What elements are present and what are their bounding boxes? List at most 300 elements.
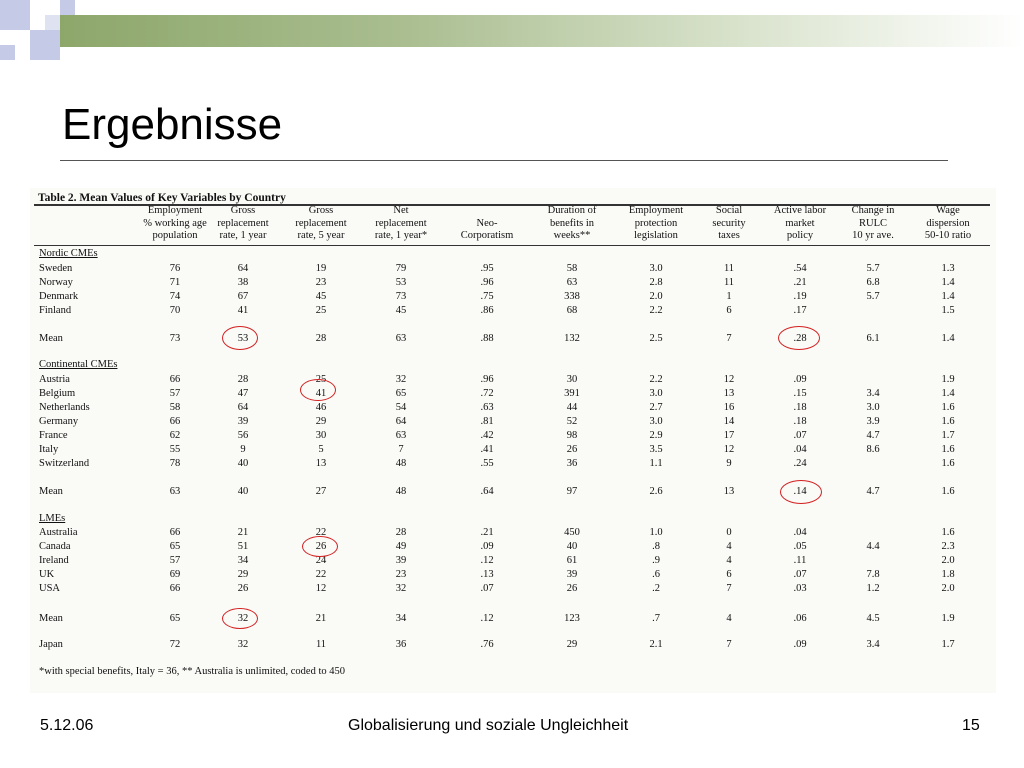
corner-square-5 <box>45 15 60 30</box>
column-header-line: weeks** <box>553 230 591 241</box>
table-cell: 1.4 <box>941 277 955 288</box>
table-row <box>30 388 996 402</box>
table-cell: 40 <box>566 541 578 552</box>
table-cell: 52 <box>566 416 578 427</box>
table-cell: 1.5 <box>941 305 955 316</box>
table-cell: 1 <box>726 291 732 302</box>
country-name: Switzerland <box>39 458 90 469</box>
table-row <box>30 458 996 472</box>
table-cell: 39 <box>395 555 407 566</box>
table-cell: 63 <box>169 486 181 497</box>
table-cell: 11 <box>315 639 327 650</box>
table-cell: 69 <box>169 569 181 580</box>
country-name: Sweden <box>39 263 73 274</box>
table-row <box>30 486 996 500</box>
column-header-line: rate, 1 year* <box>374 230 428 241</box>
table-cell: 40 <box>237 458 249 469</box>
table-cell: 3.0 <box>649 388 663 399</box>
table-cell: 66 <box>169 583 181 594</box>
table-cell: 13 <box>723 388 735 399</box>
table-cell: 63 <box>395 333 407 344</box>
highlight-circle-nordic-gross1 <box>222 326 258 350</box>
table-cell: 5.7 <box>866 263 880 274</box>
table-cell: 25 <box>315 374 327 385</box>
country-name: Mean <box>39 613 63 624</box>
table-cell: 3.0 <box>649 416 663 427</box>
table-cell: 1.1 <box>649 458 663 469</box>
table-cell: 41 <box>315 388 327 399</box>
slide-title: Ergebnisse <box>62 100 283 149</box>
table-cell: 1.3 <box>941 263 955 274</box>
table-cell: 24 <box>315 555 327 566</box>
table-cell: 9 <box>240 444 246 455</box>
table-cell: 57 <box>169 388 181 399</box>
table-cell: .96 <box>480 374 494 385</box>
table-cell: .2 <box>652 583 660 594</box>
table-cell: .6 <box>652 569 660 580</box>
country-name: Netherlands <box>39 402 90 413</box>
country-name: UK <box>39 569 55 580</box>
table-cell: 132 <box>564 333 580 344</box>
table-cell: 391 <box>564 388 580 399</box>
table-cell: .12 <box>480 555 494 566</box>
table-cell: 64 <box>237 263 249 274</box>
corner-square-3 <box>60 0 75 15</box>
table-cell: 7 <box>726 333 732 344</box>
table-cell: .19 <box>793 291 807 302</box>
table-cell: 7 <box>726 639 732 650</box>
table-cell: 49 <box>395 541 407 552</box>
table-cell: 1.6 <box>941 444 955 455</box>
column-header <box>442 205 532 243</box>
table-cell: 2.0 <box>941 583 955 594</box>
footer-page-number: 15 <box>962 717 980 734</box>
country-name: Japan <box>39 639 63 650</box>
table-cell: 11 <box>723 263 735 274</box>
column-header-line: 10 yr ave. <box>852 230 894 241</box>
country-name: Denmark <box>39 291 79 302</box>
table-cell: 51 <box>237 541 249 552</box>
table-cell: .76 <box>480 639 494 650</box>
table-cell: 48 <box>395 486 407 497</box>
table-cell: 21 <box>315 613 327 624</box>
table-cell: 73 <box>395 291 407 302</box>
country-name: Mean <box>39 333 63 344</box>
table-cell: 56 <box>237 430 249 441</box>
table-cell: 22 <box>315 527 327 538</box>
table-cell: 12 <box>315 583 327 594</box>
table-cell: .8 <box>652 541 660 552</box>
table-cell: .04 <box>793 444 807 455</box>
column-header-line: policy <box>786 230 814 241</box>
column-header-line: Social <box>715 205 743 216</box>
table-row <box>30 416 996 430</box>
table-cell: 450 <box>564 527 580 538</box>
table-cell: 72 <box>169 639 181 650</box>
column-header-line: Gross <box>230 205 256 216</box>
table-cell: 34 <box>237 555 249 566</box>
table-cell: .06 <box>793 613 807 624</box>
table-footnote: *with special benefits, Italy = 36, ** Australia is unlimited, coded to 450 <box>39 666 345 677</box>
country-name: USA <box>39 583 61 594</box>
table-cell: 2.7 <box>649 402 663 413</box>
table-cell: 66 <box>169 527 181 538</box>
column-header-line: replacement <box>375 217 427 229</box>
table-cell: 2.6 <box>649 486 663 497</box>
column-header-line: % working age <box>143 217 207 229</box>
table-cell: .72 <box>480 388 494 399</box>
column-header-line: dispersion <box>926 217 970 229</box>
table-row <box>30 555 996 569</box>
table-row <box>30 639 996 653</box>
table-cell: 3.4 <box>866 388 880 399</box>
table-cell: 5 <box>318 444 324 455</box>
column-header <box>356 205 446 243</box>
table-cell: 2.8 <box>649 277 663 288</box>
table-row <box>30 305 996 319</box>
table-cell: 66 <box>169 374 181 385</box>
table-cell: 45 <box>315 291 327 302</box>
table-row <box>30 277 996 291</box>
table-row <box>30 291 996 305</box>
section-continental: Continental CMEs <box>39 359 118 370</box>
table-cell: 17 <box>723 430 735 441</box>
table-cell: 6.1 <box>866 333 880 344</box>
column-header-line: Wage <box>936 205 960 216</box>
table-cell: 338 <box>564 291 580 302</box>
country-name: Canada <box>39 541 71 552</box>
column-header-line: security <box>712 217 746 229</box>
table-cell: 4.7 <box>866 430 880 441</box>
table-cell: .09 <box>793 374 807 385</box>
table-cell: .18 <box>793 416 807 427</box>
table-cell: 2.1 <box>649 639 663 650</box>
table-cell: 5.7 <box>866 291 880 302</box>
table-cell: .17 <box>793 305 807 316</box>
table-cell: 1.9 <box>941 374 955 385</box>
table-cell: 4.4 <box>866 541 880 552</box>
table-cell: 0 <box>726 527 732 538</box>
table-cell: 23 <box>315 277 327 288</box>
table-cell: 98 <box>566 430 578 441</box>
table-cell: 1.6 <box>941 416 955 427</box>
column-header-line: 50-10 ratio <box>924 230 972 241</box>
table-cell: 58 <box>169 402 181 413</box>
table-cell: 53 <box>395 277 407 288</box>
column-header-line: Employment <box>628 205 684 216</box>
table-cell: 1.4 <box>941 291 955 302</box>
table-cell: 54 <box>395 402 407 413</box>
table-cell: 6.8 <box>866 277 880 288</box>
table-cell: 22 <box>315 569 327 580</box>
column-header-line: benefits in <box>549 217 595 229</box>
footer-date: 5.12.06 <box>40 717 94 734</box>
table-row <box>30 527 996 541</box>
table-cell: 68 <box>566 305 578 316</box>
table-cell: 13 <box>723 486 735 497</box>
table-cell: 40 <box>237 486 249 497</box>
table-cell: .07 <box>793 569 807 580</box>
table-cell: .12 <box>480 613 494 624</box>
table-cell: 26 <box>566 583 578 594</box>
table-cell: 34 <box>395 613 407 624</box>
table-cell: 44 <box>566 402 578 413</box>
table-cell: 29 <box>566 639 578 650</box>
country-name: Austria <box>39 374 70 385</box>
table-row <box>30 402 996 416</box>
table-cell: .42 <box>480 430 494 441</box>
country-name: Finland <box>39 305 72 316</box>
table-cell: 36 <box>395 639 407 650</box>
table-cell: 7 <box>726 583 732 594</box>
table-cell: 28 <box>315 333 327 344</box>
corner-square-4 <box>0 45 15 60</box>
column-header-line: Gross <box>308 205 334 216</box>
table-cell: 7.8 <box>866 569 880 580</box>
column-header-line: market <box>785 217 815 229</box>
table-cell: 79 <box>395 263 407 274</box>
column-header-line: replacement <box>217 217 269 229</box>
table-cell: 32 <box>237 639 249 650</box>
table-cell: 76 <box>169 263 181 274</box>
table-cell: .09 <box>480 541 494 552</box>
table-cell: 1.6 <box>941 458 955 469</box>
table-cell: 1.4 <box>941 333 955 344</box>
table-cell: 26 <box>566 444 578 455</box>
table-cell: .75 <box>480 291 494 302</box>
table-cell: .81 <box>480 416 494 427</box>
table-cell: 58 <box>566 263 578 274</box>
table-cell: 30 <box>566 374 578 385</box>
table-cell: .54 <box>793 263 807 274</box>
table-cell: 1.2 <box>866 583 880 594</box>
table-cell: 12 <box>723 374 735 385</box>
table-cell: 9 <box>726 458 732 469</box>
table-cell: 4.7 <box>866 486 880 497</box>
table-cell: .21 <box>480 527 494 538</box>
column-header-line: legislation <box>634 230 678 241</box>
table-cell: 64 <box>395 416 407 427</box>
table-cell: 7 <box>398 444 404 455</box>
table-cell: 32 <box>395 583 407 594</box>
column-header <box>276 205 366 243</box>
table-cell: 1.8 <box>941 569 955 580</box>
table-cell: .21 <box>793 277 807 288</box>
table-row <box>30 444 996 458</box>
table-cell: 66 <box>169 416 181 427</box>
table-cell: 25 <box>315 305 327 316</box>
column-header-line: rate, 1 year <box>219 230 267 241</box>
table-row <box>30 333 996 347</box>
highlight-circle-lme-gross1 <box>222 608 258 629</box>
corner-square-1 <box>0 0 30 30</box>
table-cell: .03 <box>793 583 807 594</box>
country-name: Belgium <box>39 388 76 399</box>
table-cell: 27 <box>315 486 327 497</box>
table-cell: 4.5 <box>866 613 880 624</box>
column-header-line: rate, 5 year <box>297 230 345 241</box>
table-row <box>30 569 996 583</box>
column-header-line: Duration of <box>547 205 597 216</box>
table-cell: .14 <box>793 486 807 497</box>
table-cell: 2.0 <box>649 291 663 302</box>
table-cell: .13 <box>480 569 494 580</box>
table-cell: 41 <box>237 305 249 316</box>
table-cell: 65 <box>395 388 407 399</box>
country-name: Germany <box>39 416 79 427</box>
table-cell: 61 <box>566 555 578 566</box>
table-cell: 4 <box>726 613 732 624</box>
table-cell: .28 <box>793 333 807 344</box>
table-row <box>30 374 996 388</box>
table-cell: 63 <box>395 430 407 441</box>
table-cell: 26 <box>315 541 327 552</box>
table-cell: 1.6 <box>941 486 955 497</box>
table-cell: 32 <box>237 613 249 624</box>
table-cell: 1.7 <box>941 639 955 650</box>
table-cell: 39 <box>237 416 249 427</box>
title-divider <box>60 160 948 161</box>
column-header-line <box>442 205 532 218</box>
highlight-circle-belgium-gross5 <box>300 379 336 401</box>
corner-square-2 <box>30 30 60 60</box>
table-cell: .07 <box>793 430 807 441</box>
table-cell: 3.4 <box>866 639 880 650</box>
highlight-circle-nordic-almp <box>778 326 820 350</box>
table-cell: .05 <box>793 541 807 552</box>
table-cell: 3.0 <box>649 263 663 274</box>
table-cell: .55 <box>480 458 494 469</box>
table-cell: 2.2 <box>649 374 663 385</box>
table-cell: 73 <box>169 333 181 344</box>
highlight-circle-canada-gross5 <box>302 536 338 557</box>
country-name: Italy <box>39 444 59 455</box>
table-cell: 1.4 <box>941 388 955 399</box>
table-cell: 1.9 <box>941 613 955 624</box>
table-cell: 21 <box>237 527 249 538</box>
table-scan <box>30 188 996 693</box>
table-cell: 16 <box>723 402 735 413</box>
column-header <box>198 205 288 243</box>
country-name: France <box>39 430 68 441</box>
country-name: Ireland <box>39 555 69 566</box>
table-cell: 53 <box>237 333 249 344</box>
table-cell: 11 <box>723 277 735 288</box>
table-cell: 123 <box>564 613 580 624</box>
table-cell: 71 <box>169 277 181 288</box>
table-cell: 6 <box>726 569 732 580</box>
country-name: Norway <box>39 277 73 288</box>
table-cell: 3.9 <box>866 416 880 427</box>
table-cell: 3.5 <box>649 444 663 455</box>
table-cell: .15 <box>793 388 807 399</box>
country-name: Mean <box>39 486 63 497</box>
column-header-line: replacement <box>295 217 347 229</box>
table-cell: 38 <box>237 277 249 288</box>
table-cell: 55 <box>169 444 181 455</box>
table-cell: 4 <box>726 555 732 566</box>
column-header-line: Active labor <box>773 205 827 216</box>
table-cell: .64 <box>480 486 494 497</box>
table-cell: .24 <box>793 458 807 469</box>
country-name: Australia <box>39 527 78 538</box>
table-cell: 6 <box>726 305 732 316</box>
table-cell: 28 <box>395 527 407 538</box>
header-gradient-bar <box>60 15 1024 47</box>
table-cell: .9 <box>652 555 660 566</box>
table-cell: .09 <box>793 639 807 650</box>
table-cell: 32 <box>395 374 407 385</box>
table-cell: 97 <box>566 486 578 497</box>
table-row <box>30 263 996 277</box>
table-cell: 1.0 <box>649 527 663 538</box>
table-cell: 2.5 <box>649 333 663 344</box>
table-cell: .18 <box>793 402 807 413</box>
table-cell: 2.0 <box>941 555 955 566</box>
table-cell: 26 <box>237 583 249 594</box>
table-cell: 70 <box>169 305 181 316</box>
table-cell: .41 <box>480 444 494 455</box>
table-cell: 23 <box>395 569 407 580</box>
table-cell: 67 <box>237 291 249 302</box>
table-cell: 1.6 <box>941 402 955 413</box>
column-header-line: RULC <box>858 217 887 229</box>
table-cell: 1.7 <box>941 430 955 441</box>
table-row <box>30 613 996 627</box>
table-cell: .96 <box>480 277 494 288</box>
highlight-circle-cont-almp <box>780 480 822 504</box>
table-row <box>30 430 996 444</box>
table-cell: 62 <box>169 430 181 441</box>
table-cell: 46 <box>315 402 327 413</box>
footer-title: Globalisierung und soziale Ungleichheit <box>348 717 629 734</box>
table-cell: 14 <box>723 416 735 427</box>
column-header <box>903 205 993 243</box>
table-cell: .11 <box>793 555 807 566</box>
column-header-line: taxes <box>718 230 740 241</box>
table-cell: .07 <box>480 583 494 594</box>
column-header-line: Corporatism <box>460 230 514 241</box>
table-cell: 63 <box>566 277 578 288</box>
table-cell: 8.6 <box>866 444 880 455</box>
section-lmes: LMEs <box>39 513 66 524</box>
section-nordic: Nordic CMEs <box>39 248 98 259</box>
column-header-line: protection <box>634 217 678 229</box>
table-cell: 78 <box>169 458 181 469</box>
table-cell: .86 <box>480 305 494 316</box>
table-header-rule <box>34 245 990 246</box>
table-cell: 2.9 <box>649 430 663 441</box>
table-row <box>30 541 996 555</box>
table-cell: 19 <box>315 263 327 274</box>
table-cell: .95 <box>480 263 494 274</box>
table-cell: 29 <box>315 416 327 427</box>
table-cell: 28 <box>237 374 249 385</box>
column-header <box>527 205 617 243</box>
table-cell: 4 <box>726 541 732 552</box>
table-cell: 74 <box>169 291 181 302</box>
table-cell: 2.2 <box>649 305 663 316</box>
table-cell: 36 <box>566 458 578 469</box>
column-header-line: Neo- <box>476 217 498 229</box>
table-cell: .04 <box>793 527 807 538</box>
table-cell: 47 <box>237 388 249 399</box>
table-cell: 29 <box>237 569 249 580</box>
column-header-line: Net <box>393 205 409 216</box>
table-cell: 65 <box>169 613 181 624</box>
column-header-line: Change in <box>851 205 895 216</box>
table-cell: 3.0 <box>866 402 880 413</box>
